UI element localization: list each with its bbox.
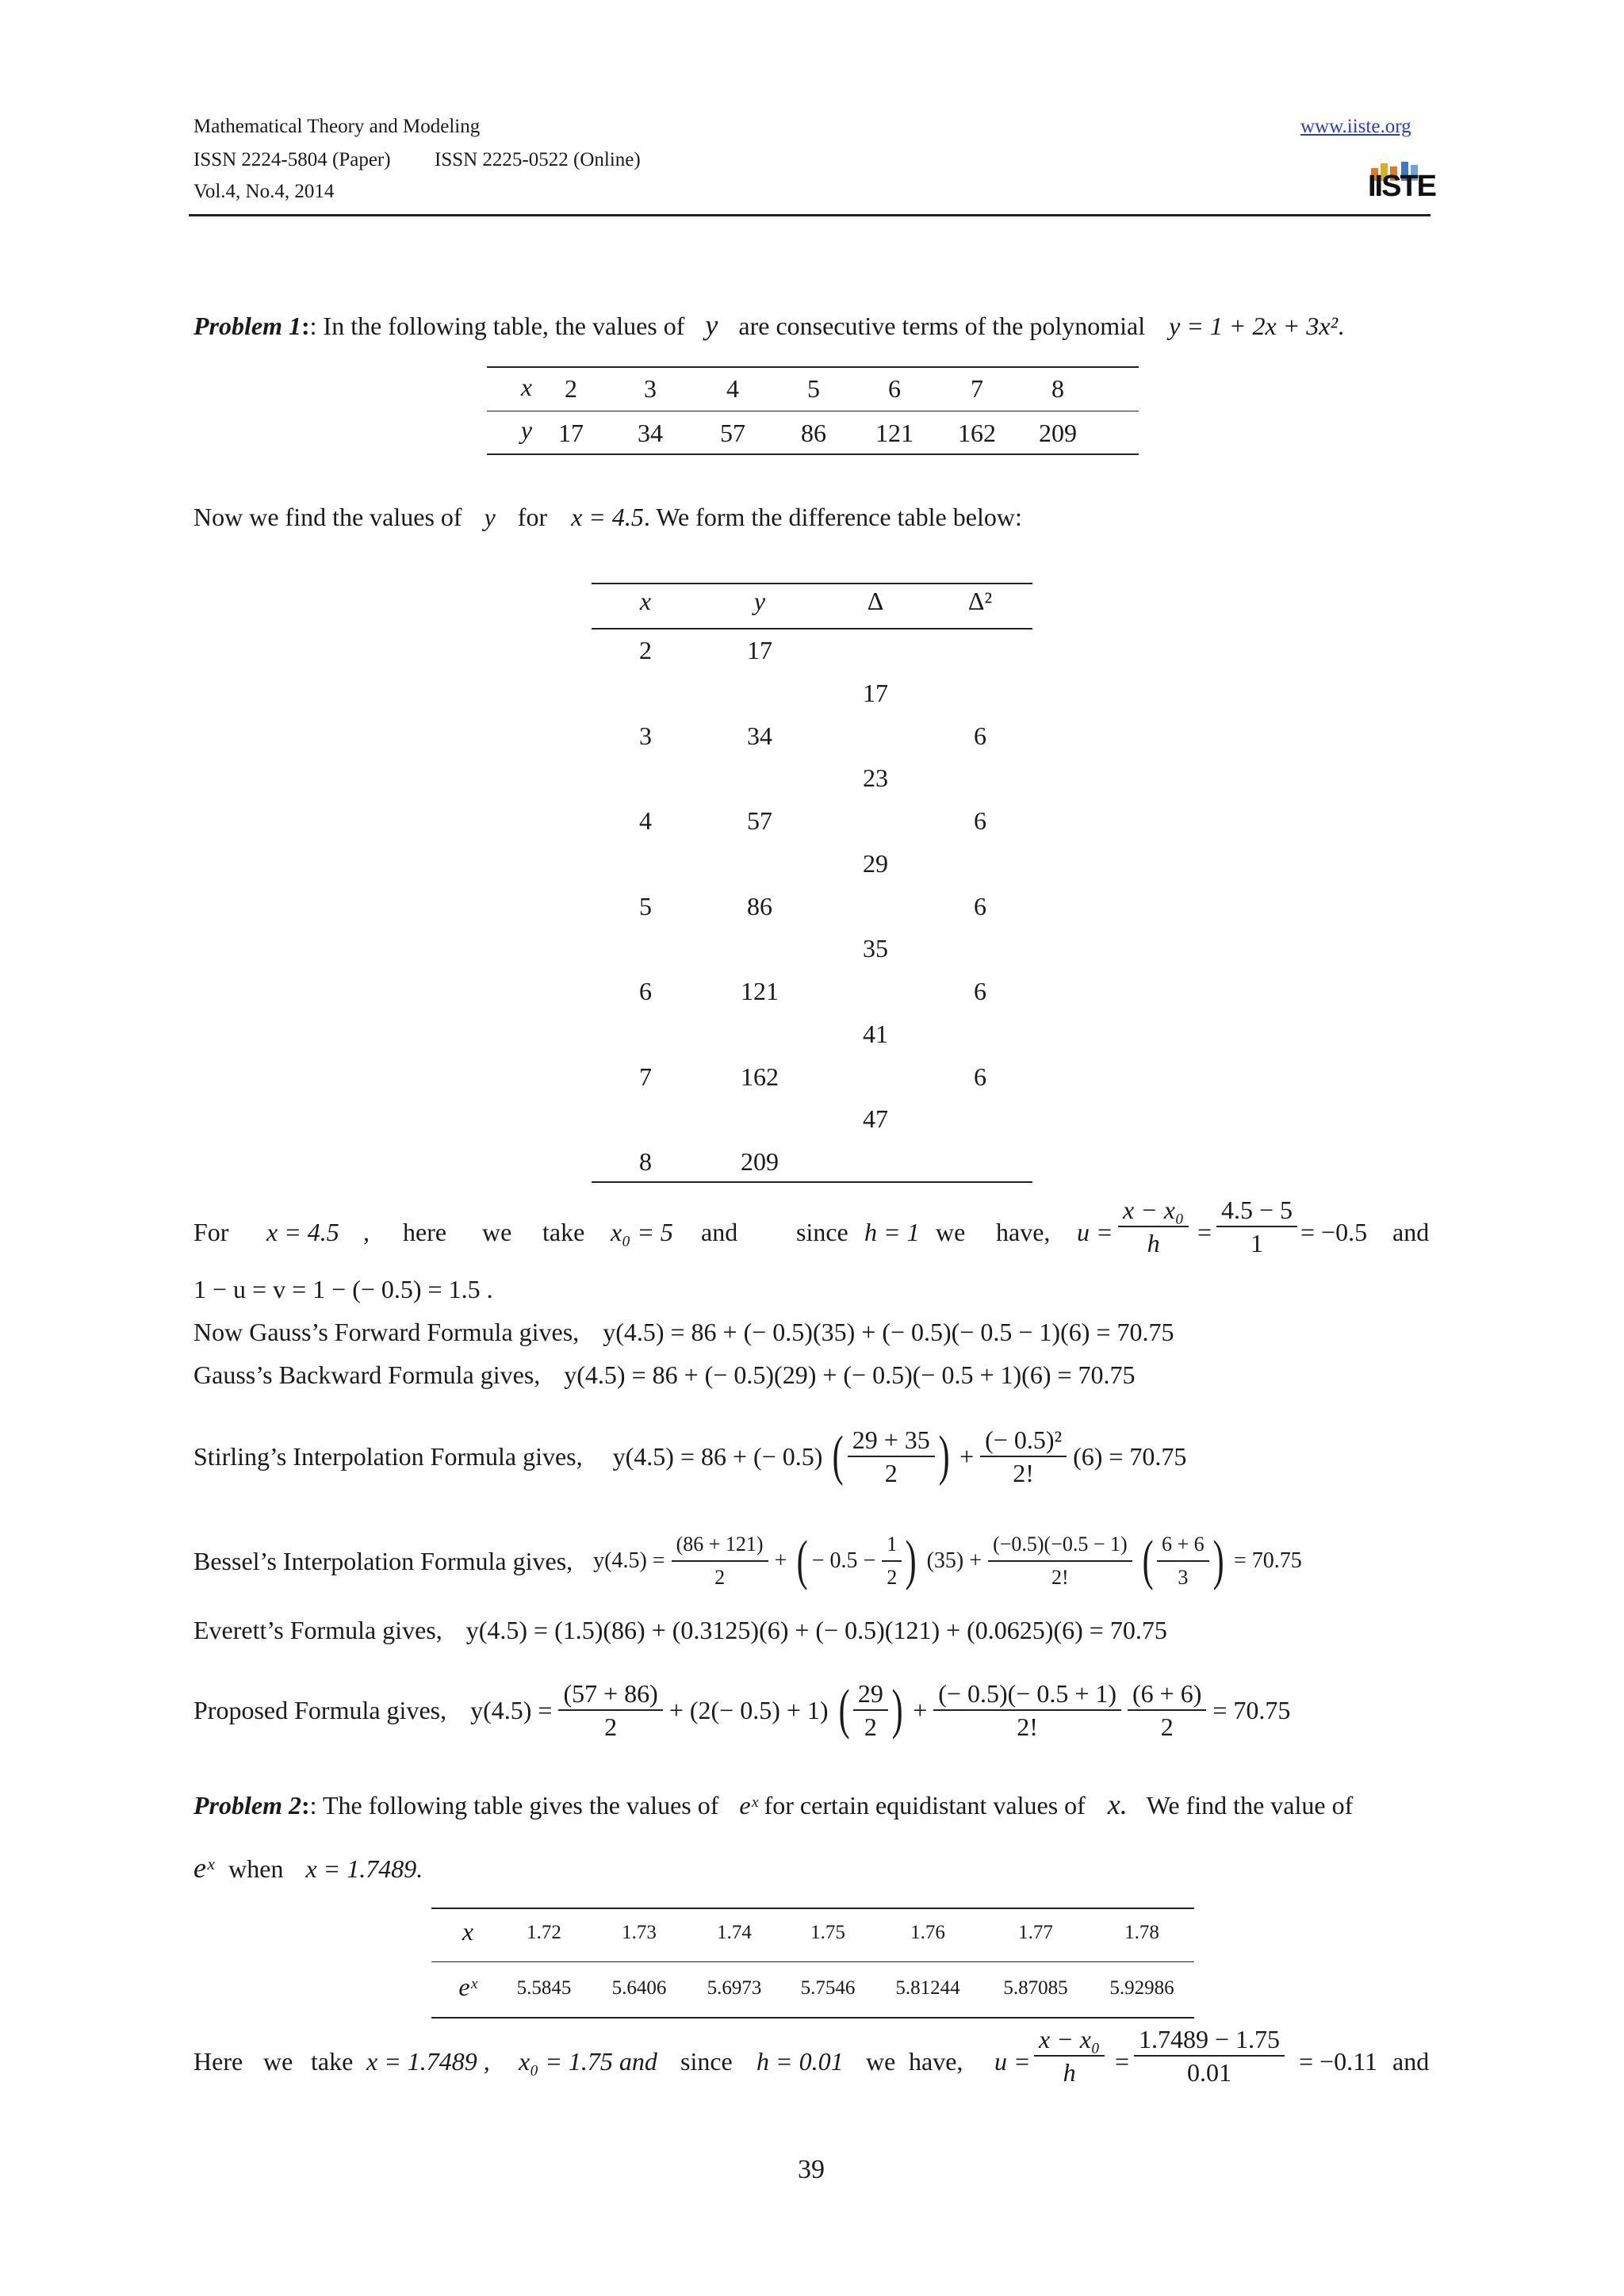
for-x: x = 4.5 <box>266 1218 339 1246</box>
problem2-intro-a: : The following table gives the values of <box>309 1791 719 1820</box>
problem2-line2-x: x = 1.7489. <box>305 1854 423 1883</box>
diff-y-cell: 34 <box>747 721 772 750</box>
diff-delta1-cell: 47 <box>863 1104 888 1134</box>
for-line <box>193 1196 1435 1269</box>
stirling-pre: y(4.5) = 86 + (− 0.5) <box>612 1442 823 1471</box>
stirling-frac2: $\frac{\text{(− 0.5)²}}{2!}$ <box>980 1424 1067 1489</box>
bessel-line: Bessel’s Interpolation Formula gives, y(4.5) = $\frac{(86 + 121)}{2}$ + ( − 0.5 − $\frac{1}{2}$ ) (35) + $\frac{(-0.5)(-0.5 - 1)}{2!}$ ( $\frac{6 + 6}{3}$ ) = 70.75 <box>193 1529 1302 1600</box>
logo-text: IISTE <box>1368 170 1436 203</box>
table1-y-cell: 209 <box>1039 419 1077 447</box>
table1-x-cell: 2 <box>565 374 577 403</box>
website-link[interactable]: www.iiste.org <box>1300 116 1411 137</box>
problem2-x: x. <box>1107 1789 1128 1820</box>
here-u-fraction: $\frac{\text{x − x₀}}{h}$ <box>1034 2023 1105 2088</box>
diff-x-cell: 6 <box>639 977 652 1005</box>
bessel-plus1: + <box>774 1548 787 1573</box>
diff-x-cell: 2 <box>639 636 652 664</box>
gauss-fwd-expr: y(4.5) = 86 + (− 0.5)(35) + (− 0.5)(− 0.5 − 1)(6) = 70.75 <box>603 1318 1174 1346</box>
diff-delta2-cell: 6 <box>974 806 986 835</box>
bessel-pre: y(4.5) = <box>593 1548 665 1573</box>
diff-y-cell: 121 <box>741 977 779 1005</box>
table1-y-cell: 57 <box>720 419 745 447</box>
everett-line <box>193 1613 1167 1647</box>
bessel-post: = 70.75 <box>1233 1548 1302 1573</box>
proposed-label: Proposed Formula gives, <box>193 1696 447 1724</box>
here-and: and <box>1392 2047 1430 2076</box>
for-x0: x₀ = 5 <box>611 1218 673 1246</box>
proposed-frac1: $\frac{(57 + 86)}{2}$ <box>558 1678 662 1743</box>
stirling-plus: + <box>959 1442 975 1471</box>
find-text-b: for <box>517 503 548 531</box>
proposed-plus: + <box>913 1696 928 1724</box>
polynomial: y = 1 + 2x + 3x² <box>1169 312 1339 340</box>
for-comma: , <box>363 1218 370 1246</box>
table1-y-cell: 162 <box>958 419 996 447</box>
table2-x-cell: 1.75 <box>810 1922 845 1943</box>
here-line <box>193 2025 1435 2093</box>
table1-x-cell: 3 <box>644 374 657 403</box>
problem1-intro-text2: are consecutive terms of the polynomial <box>738 312 1146 340</box>
table1-y-cell: 86 <box>801 419 826 447</box>
bessel-label: Bessel’s Interpolation Formula gives, <box>193 1547 573 1575</box>
table1-y-cell: 34 <box>638 419 663 447</box>
diff-header-delta: Δ <box>867 587 884 615</box>
diff-header-delta2: Δ² <box>967 587 993 615</box>
everett-label: Everett’s Formula gives, <box>193 1616 442 1644</box>
everett-expr: y(4.5) = (1.5)(86) + (0.3125)(6) + (− 0.5)(121) + (0.0625)(6) = 70.75 <box>465 1616 1167 1644</box>
proposed-mid: + (2(− 0.5) + 1) <box>668 1696 829 1724</box>
gauss-backward <box>193 1357 1136 1392</box>
for-have: have, <box>996 1218 1051 1246</box>
table2-x-cell: 1.73 <box>622 1922 657 1943</box>
diff-delta2-cell: 6 <box>974 977 986 1005</box>
table2-x-cell: 1.76 <box>910 1922 945 1943</box>
problem2-ex: eˣ <box>739 1791 758 1820</box>
here-x0: x₀ = 1.75 and <box>519 2047 657 2076</box>
here-we: we <box>263 2047 293 2076</box>
stirling-frac1: $\frac{29 + 35}{2}$ <box>848 1424 935 1489</box>
for-we: we <box>482 1218 512 1246</box>
u-result: = −0.5 <box>1300 1218 1368 1246</box>
for-word: For <box>193 1218 229 1246</box>
journal-name: Mathematical Theory and Modeling <box>193 116 481 137</box>
table1-x-label: x <box>520 373 533 401</box>
here-eq-sign: = <box>1115 2047 1130 2076</box>
gauss-bwd-expr: y(4.5) = 86 + (− 0.5)(29) + (− 0.5)(− 0.5 + 1)(6) = 70.75 <box>564 1360 1136 1389</box>
diff-header-y: y <box>753 587 766 615</box>
bessel-frac3: $\frac{(-0.5)(-0.5 - 1)}{2!}$ <box>988 1529 1132 1594</box>
here-have: have, <box>909 2047 963 2076</box>
page-number: 39 <box>798 2155 825 2184</box>
diff-y-cell: 17 <box>747 636 772 664</box>
u-fraction: $\frac{\text{x − x₀}}{h}$ <box>1118 1194 1189 1259</box>
issn-online: ISSN 2225-0522 (Online) <box>435 149 641 170</box>
diff-x-cell: 7 <box>639 1062 652 1091</box>
proposed-line: Proposed Formula gives, y(4.5) = $\frac{(57 + 86)}{2}$ + (2(− 0.5) + 1) ( $\frac{29}{2}$ ) + $\frac{(- 0.5)(- 0.5 + 1)}{2!}$ $\frac{(6 + 6)}{2}$ = 70.75 <box>193 1679 1291 1741</box>
table1-x-cell: 8 <box>1051 374 1064 403</box>
stirling-line: Stirling’s Interpolation Formula gives, y(4.5) = 86 + (− 0.5) ( $\frac{29 + 35}{2}$ ) + $\frac{\text{(− 0.5)²}}{2!}$ (6) = 70.75 <box>193 1425 1187 1487</box>
gauss-bwd-label: Gauss’s Backward Formula gives, <box>193 1360 541 1389</box>
diff-delta1-cell: 17 <box>863 678 888 707</box>
for-and: and <box>701 1218 738 1246</box>
problem2-when: when <box>228 1854 284 1883</box>
diff-y-cell: 86 <box>747 891 772 920</box>
stirling-label: Stirling’s Interpolation Formula gives, <box>193 1442 583 1471</box>
for-take: take <box>542 1218 585 1246</box>
for-here: here <box>403 1218 447 1246</box>
diff-table-top-rule <box>592 583 1032 584</box>
diff-y-cell: 209 <box>741 1147 779 1176</box>
table2-x-cell: 1.77 <box>1018 1922 1053 1943</box>
diff-delta1-cell: 29 <box>863 848 888 878</box>
proposed-frac4: $\frac{(6 + 6)}{2}$ <box>1128 1678 1206 1743</box>
table2-e-cell: 5.81244 <box>895 1977 960 1999</box>
table1-y-cell: 121 <box>875 419 914 447</box>
table2-e-cell: 5.6406 <box>611 1977 667 1999</box>
value-fraction: $\frac{4.5 - 5}{1}$ <box>1216 1194 1297 1259</box>
issn-paper: ISSN 2224-5804 (Paper) <box>193 149 391 170</box>
diff-table-bottom-rule <box>592 1181 1032 1183</box>
problem1-intro: Problem 1:: In the following table, the values of y are consecutive terms of the polynomial y = 1 + 2x + 3x². <box>193 309 1345 341</box>
gauss-forward <box>193 1314 1174 1349</box>
here-x: x = 1.7489 , <box>366 2047 490 2076</box>
table1-x-cell: 5 <box>807 374 820 403</box>
diff-delta1-cell: 41 <box>863 1019 888 1048</box>
table2-top-rule <box>431 1908 1194 1909</box>
table1-bottom-rule <box>487 453 1139 455</box>
table1-y-cell: 17 <box>558 419 584 447</box>
find-text-c: . We form the difference table below: <box>643 503 1022 531</box>
stirling-post: (6) = 70.75 <box>1073 1442 1187 1471</box>
table1-x-cell: 7 <box>971 374 983 403</box>
diff-y-cell: 162 <box>741 1062 779 1091</box>
diff-delta2-cell: 6 <box>974 721 986 750</box>
table2-mid-rule <box>431 1961 1194 1962</box>
proposed-frac3: $\frac{(- 0.5)(- 0.5 + 1)}{2!}$ <box>933 1678 1121 1743</box>
problem2-intro-c: We find the value of <box>1146 1791 1354 1820</box>
table2-e-cell: 5.5845 <box>516 1977 572 1999</box>
table2-e-cell: 5.6973 <box>707 1977 762 1999</box>
here-u-eq: u = <box>994 2047 1031 2076</box>
here-h: h = 0.01 <box>756 2047 844 2076</box>
for-h: h = 1 <box>864 1218 920 1246</box>
diff-delta1-cell: 35 <box>863 934 888 963</box>
problem1-intro-text: : In the following table, the values of <box>309 312 685 340</box>
v-line: 1 − u = v = 1 − (− 0.5) = 1.5 . <box>193 1275 493 1303</box>
here-u-result: = −0.11 <box>1299 2047 1377 2076</box>
for-and2: and <box>1392 1218 1430 1246</box>
header-rule <box>189 214 1431 216</box>
u-eq: u = <box>1077 1218 1113 1246</box>
diff-y-cell: 57 <box>747 806 772 835</box>
volume-info: Vol.4, No.4, 2014 <box>193 181 335 202</box>
table1-x-cell: 6 <box>888 374 901 403</box>
here-since: since <box>680 2047 733 2076</box>
find-x: x = 4.5 <box>571 503 644 531</box>
table2-e-label: eˣ <box>458 1973 477 2001</box>
here-word: Here <box>193 2047 243 2076</box>
table2-e-cell: 5.92986 <box>1109 1977 1174 1999</box>
proposed-pre: y(4.5) = <box>470 1696 553 1724</box>
problem2-line2-ex: eˣ <box>193 1852 215 1884</box>
find-text-a: Now we find the values of <box>193 503 462 531</box>
problem2-intro: Problem 2:: The following table gives the values of eˣ for certain equidistant values of x. We find the value of <box>193 1789 1354 1820</box>
table1-top-rule <box>487 366 1139 368</box>
here-we2: we <box>866 2047 896 2076</box>
table1-y-label: y <box>520 415 533 444</box>
gauss-fwd-label: Now Gauss’s Forward Formula gives, <box>193 1318 580 1346</box>
problem1-label: Problem 1 <box>193 312 301 340</box>
bessel-mid-a: − 0.5 − <box>811 1548 876 1573</box>
here-value-fraction: $\frac{1.7489 - 1.75}{0.01}$ <box>1134 2023 1285 2088</box>
bessel-frac1: $\frac{(86 + 121)}{2}$ <box>672 1529 768 1594</box>
find-values-text: Now we find the values of y for x = 4.5. We form the difference table below: <box>193 503 1022 531</box>
problem2-label: Problem 2 <box>193 1791 301 1820</box>
for-since: since <box>796 1218 848 1246</box>
diff-delta2-cell: 6 <box>974 891 986 920</box>
diff-header-x: x <box>639 587 652 615</box>
diff-x-cell: 5 <box>639 891 652 920</box>
bessel-mid-b: (35) + <box>926 1548 982 1573</box>
table1-x-cell: 4 <box>726 374 739 403</box>
table2-x-cell: 1.78 <box>1124 1922 1159 1943</box>
problem2-line2 <box>193 1850 423 1886</box>
bessel-frac2: $\frac{1}{2}$ <box>882 1529 902 1594</box>
for-we2: we <box>936 1218 966 1246</box>
iiste-logo <box>1368 143 1436 205</box>
table2-e-cell: 5.87085 <box>1003 1977 1068 1999</box>
table2-x-cell: 1.72 <box>527 1922 561 1943</box>
eq-sign: = <box>1197 1218 1212 1246</box>
bessel-frac4: $\frac{6 + 6}{3}$ <box>1157 1529 1209 1594</box>
diff-x-cell: 4 <box>639 806 652 835</box>
problem2-intro-b: for certain equidistant values of <box>764 1791 1086 1820</box>
diff-x-cell: 3 <box>639 721 652 750</box>
here-take: take <box>311 2047 354 2076</box>
diff-delta1-cell: 23 <box>863 763 888 793</box>
table2-e-cell: 5.7546 <box>800 1977 856 1999</box>
table2-x-label: x <box>462 1917 474 1946</box>
proposed-post: = 70.75 <box>1212 1696 1291 1724</box>
table2-bottom-rule <box>431 2017 1194 2019</box>
diff-table-header-rule <box>592 628 1032 629</box>
diff-x-cell: 8 <box>639 1147 652 1176</box>
table2-x-cell: 1.74 <box>717 1922 752 1943</box>
diff-delta2-cell: 6 <box>974 1062 986 1091</box>
proposed-frac2: $\frac{29}{2}$ <box>853 1678 888 1743</box>
